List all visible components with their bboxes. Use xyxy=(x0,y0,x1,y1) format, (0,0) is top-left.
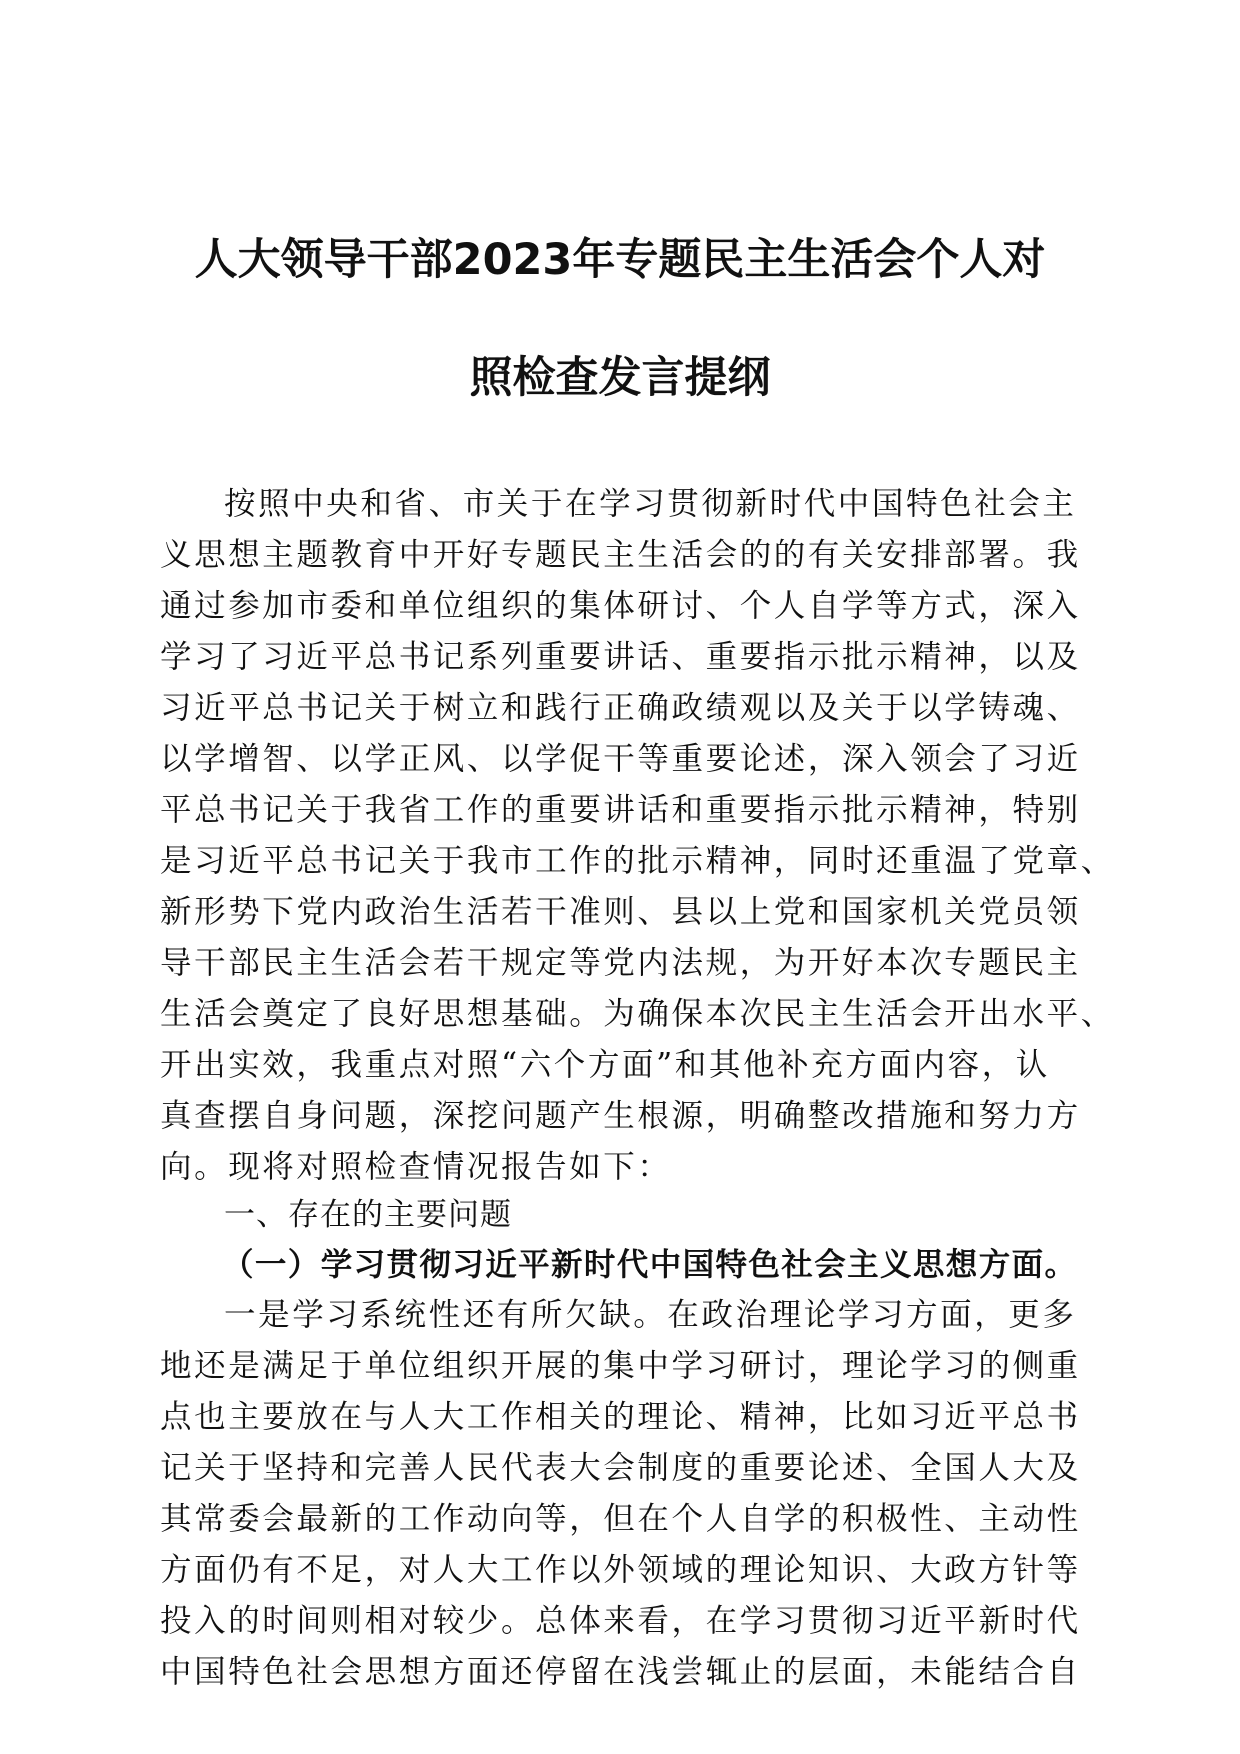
intro-line: 是习近平总书记关于我市工作的批示精神，同时还重温了党章、 xyxy=(160,843,1115,879)
intro-line: 生活会奠定了良好思想基础。为确保本次民主生活会开出水平、 xyxy=(160,996,1115,1032)
intro-line: 真查摆自身问题，深挖问题产生根源，明确整改措施和努力方 xyxy=(160,1098,1081,1134)
subsection-heading: （一）学习贯彻习近平新时代中国特色社会主义思想方面。 xyxy=(222,1246,1078,1283)
intro-line: 学习了习近平总书记系列重要讲话、重要指示批示精神，以及 xyxy=(160,639,1081,675)
intro-line: 导干部民主生活会若干规定等党内法规，为开好本次专题民主 xyxy=(160,945,1081,981)
paragraph-line: 中国特色社会思想方面还停留在浅尝辄止的层面，未能结合自 xyxy=(160,1654,1081,1690)
paragraph-line: 投入的时间则相对较少。总体来看，在学习贯彻习近平新时代 xyxy=(160,1603,1081,1639)
intro-line: 新形势下党内政治生活若干准则、县以上党和国家机关党员领 xyxy=(160,894,1081,930)
intro-line: 向。现将对照检查情况报告如下： xyxy=(160,1149,672,1185)
paragraph-line: 记关于坚持和完善人民代表大会制度的重要论述、全国人大及 xyxy=(160,1450,1081,1486)
section-heading: 一、存在的主要问题 xyxy=(224,1197,512,1233)
intro-line: 开出实效，我重点对照“六个方面”和其他补充方面内容，认 xyxy=(160,1047,1050,1083)
paragraph-line: 方面仍有不足，对人大工作以外领域的理论知识、大政方针等 xyxy=(160,1552,1081,1588)
document-title-line-1: 人大领导干部2023年专题民主生活会个人对 xyxy=(194,235,1046,285)
document-title-line-2: 照检查发言提纲 xyxy=(469,353,771,403)
paragraph-line: 地还是满足于单位组织开展的集中学习研讨，理论学习的侧重 xyxy=(160,1348,1081,1384)
intro-line: 以学增智、以学正风、以学促干等重要论述，深入领会了习近 xyxy=(160,741,1081,777)
paragraph-line: 一是学习系统性还有所欠缺。在政治理论学习方面，更多 xyxy=(224,1297,1077,1333)
intro-line: 义思想主题教育中开好专题民主生活会的的有关安排部署。我 xyxy=(160,537,1081,573)
intro-line: 按照中央和省、市关于在学习贯彻新时代中国特色社会主 xyxy=(224,486,1077,522)
paragraph-line: 其常委会最新的工作动向等，但在个人自学的积极性、主动性 xyxy=(160,1501,1081,1537)
paragraph-line: 点也主要放在与人大工作相关的理论、精神，比如习近平总书 xyxy=(160,1399,1081,1435)
intro-line: 通过参加市委和单位组织的集体研讨、个人自学等方式，深入 xyxy=(160,588,1081,624)
intro-line: 习近平总书记关于树立和践行正确政绩观以及关于以学铸魂、 xyxy=(160,690,1081,726)
intro-line: 平总书记关于我省工作的重要讲话和重要指示批示精神，特别 xyxy=(160,792,1081,828)
